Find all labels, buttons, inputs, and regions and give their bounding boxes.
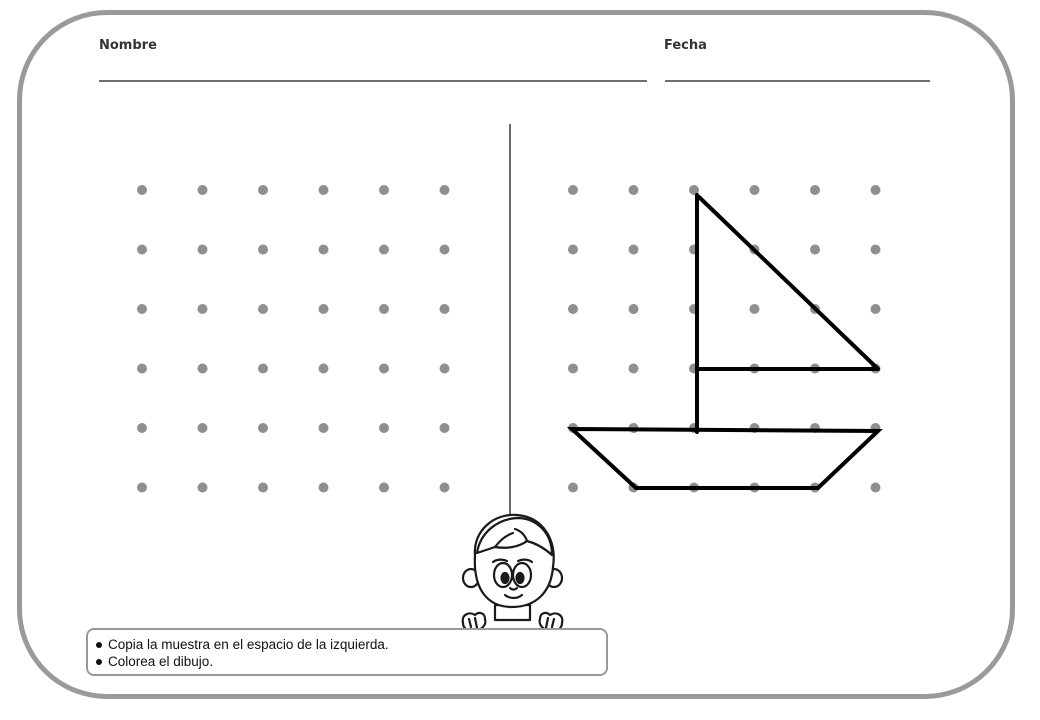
grid-dot[interactable] [379, 364, 389, 374]
grid-dot[interactable] [258, 304, 268, 314]
grid-dot[interactable] [379, 423, 389, 433]
grid-dot[interactable] [258, 185, 268, 195]
grid-dot[interactable] [379, 304, 389, 314]
grid-dot [810, 245, 820, 255]
grid-dot [871, 245, 881, 255]
grid-dot[interactable] [137, 423, 147, 433]
grid-dot [629, 245, 639, 255]
instructions-box [86, 628, 608, 676]
grid-dot[interactable] [319, 483, 329, 493]
grid-dot[interactable] [440, 423, 450, 433]
instruction-item [96, 653, 598, 670]
grid-dot [750, 304, 760, 314]
right-dot-grid-sample [568, 185, 881, 493]
sail-edge [699, 197, 878, 369]
grid-dot[interactable] [440, 483, 450, 493]
grid-dot[interactable] [440, 304, 450, 314]
grid-dot[interactable] [319, 423, 329, 433]
grid-dot[interactable] [319, 364, 329, 374]
bullet-icon [96, 642, 102, 648]
grid-dot[interactable] [440, 364, 450, 374]
name-label: Nombre [99, 38, 157, 53]
grid-dot[interactable] [319, 245, 329, 255]
grid-dot [568, 304, 578, 314]
left-dot-grid-practice-area[interactable] [137, 185, 450, 493]
grid-dot [568, 245, 578, 255]
grid-dot[interactable] [379, 245, 389, 255]
grid-dot [568, 483, 578, 493]
grid-dot[interactable] [198, 304, 208, 314]
grid-dot[interactable] [258, 483, 268, 493]
grid-dot[interactable] [258, 364, 268, 374]
grid-dot [871, 185, 881, 195]
grid-dot[interactable] [198, 364, 208, 374]
instruction-text: Colorea el dibujo. [108, 654, 214, 669]
boy-mascot-icon [455, 505, 570, 635]
grid-dot [871, 304, 881, 314]
grid-dot[interactable] [258, 423, 268, 433]
grid-dot[interactable] [137, 364, 147, 374]
grid-dot [629, 185, 639, 195]
grid-dot[interactable] [440, 245, 450, 255]
grid-dot[interactable] [319, 304, 329, 314]
grid-dot[interactable] [198, 185, 208, 195]
grid-dot [629, 304, 639, 314]
grid-dot [871, 483, 881, 493]
grid-dot [568, 364, 578, 374]
date-label: Fecha [664, 38, 707, 53]
instruction-item [96, 636, 598, 653]
grid-dot [810, 185, 820, 195]
sailboat-sample-drawing [572, 195, 878, 488]
grid-dot[interactable] [198, 483, 208, 493]
grid-dot [568, 185, 578, 195]
grid-dot[interactable] [137, 185, 147, 195]
instruction-text: Copia la muestra en el espacio de la izquierda. [108, 637, 389, 652]
bullet-icon [96, 659, 102, 665]
grid-dot[interactable] [137, 304, 147, 314]
grid-dot[interactable] [137, 483, 147, 493]
grid-dot[interactable] [198, 245, 208, 255]
grid-dot[interactable] [137, 245, 147, 255]
grid-dot[interactable] [198, 423, 208, 433]
boat-hull [572, 429, 878, 488]
grid-dot[interactable] [379, 185, 389, 195]
grid-dot [629, 364, 639, 374]
grid-dot[interactable] [440, 185, 450, 195]
grid-dot [750, 185, 760, 195]
grid-dot[interactable] [319, 185, 329, 195]
grid-dot[interactable] [379, 483, 389, 493]
grid-dot[interactable] [258, 245, 268, 255]
